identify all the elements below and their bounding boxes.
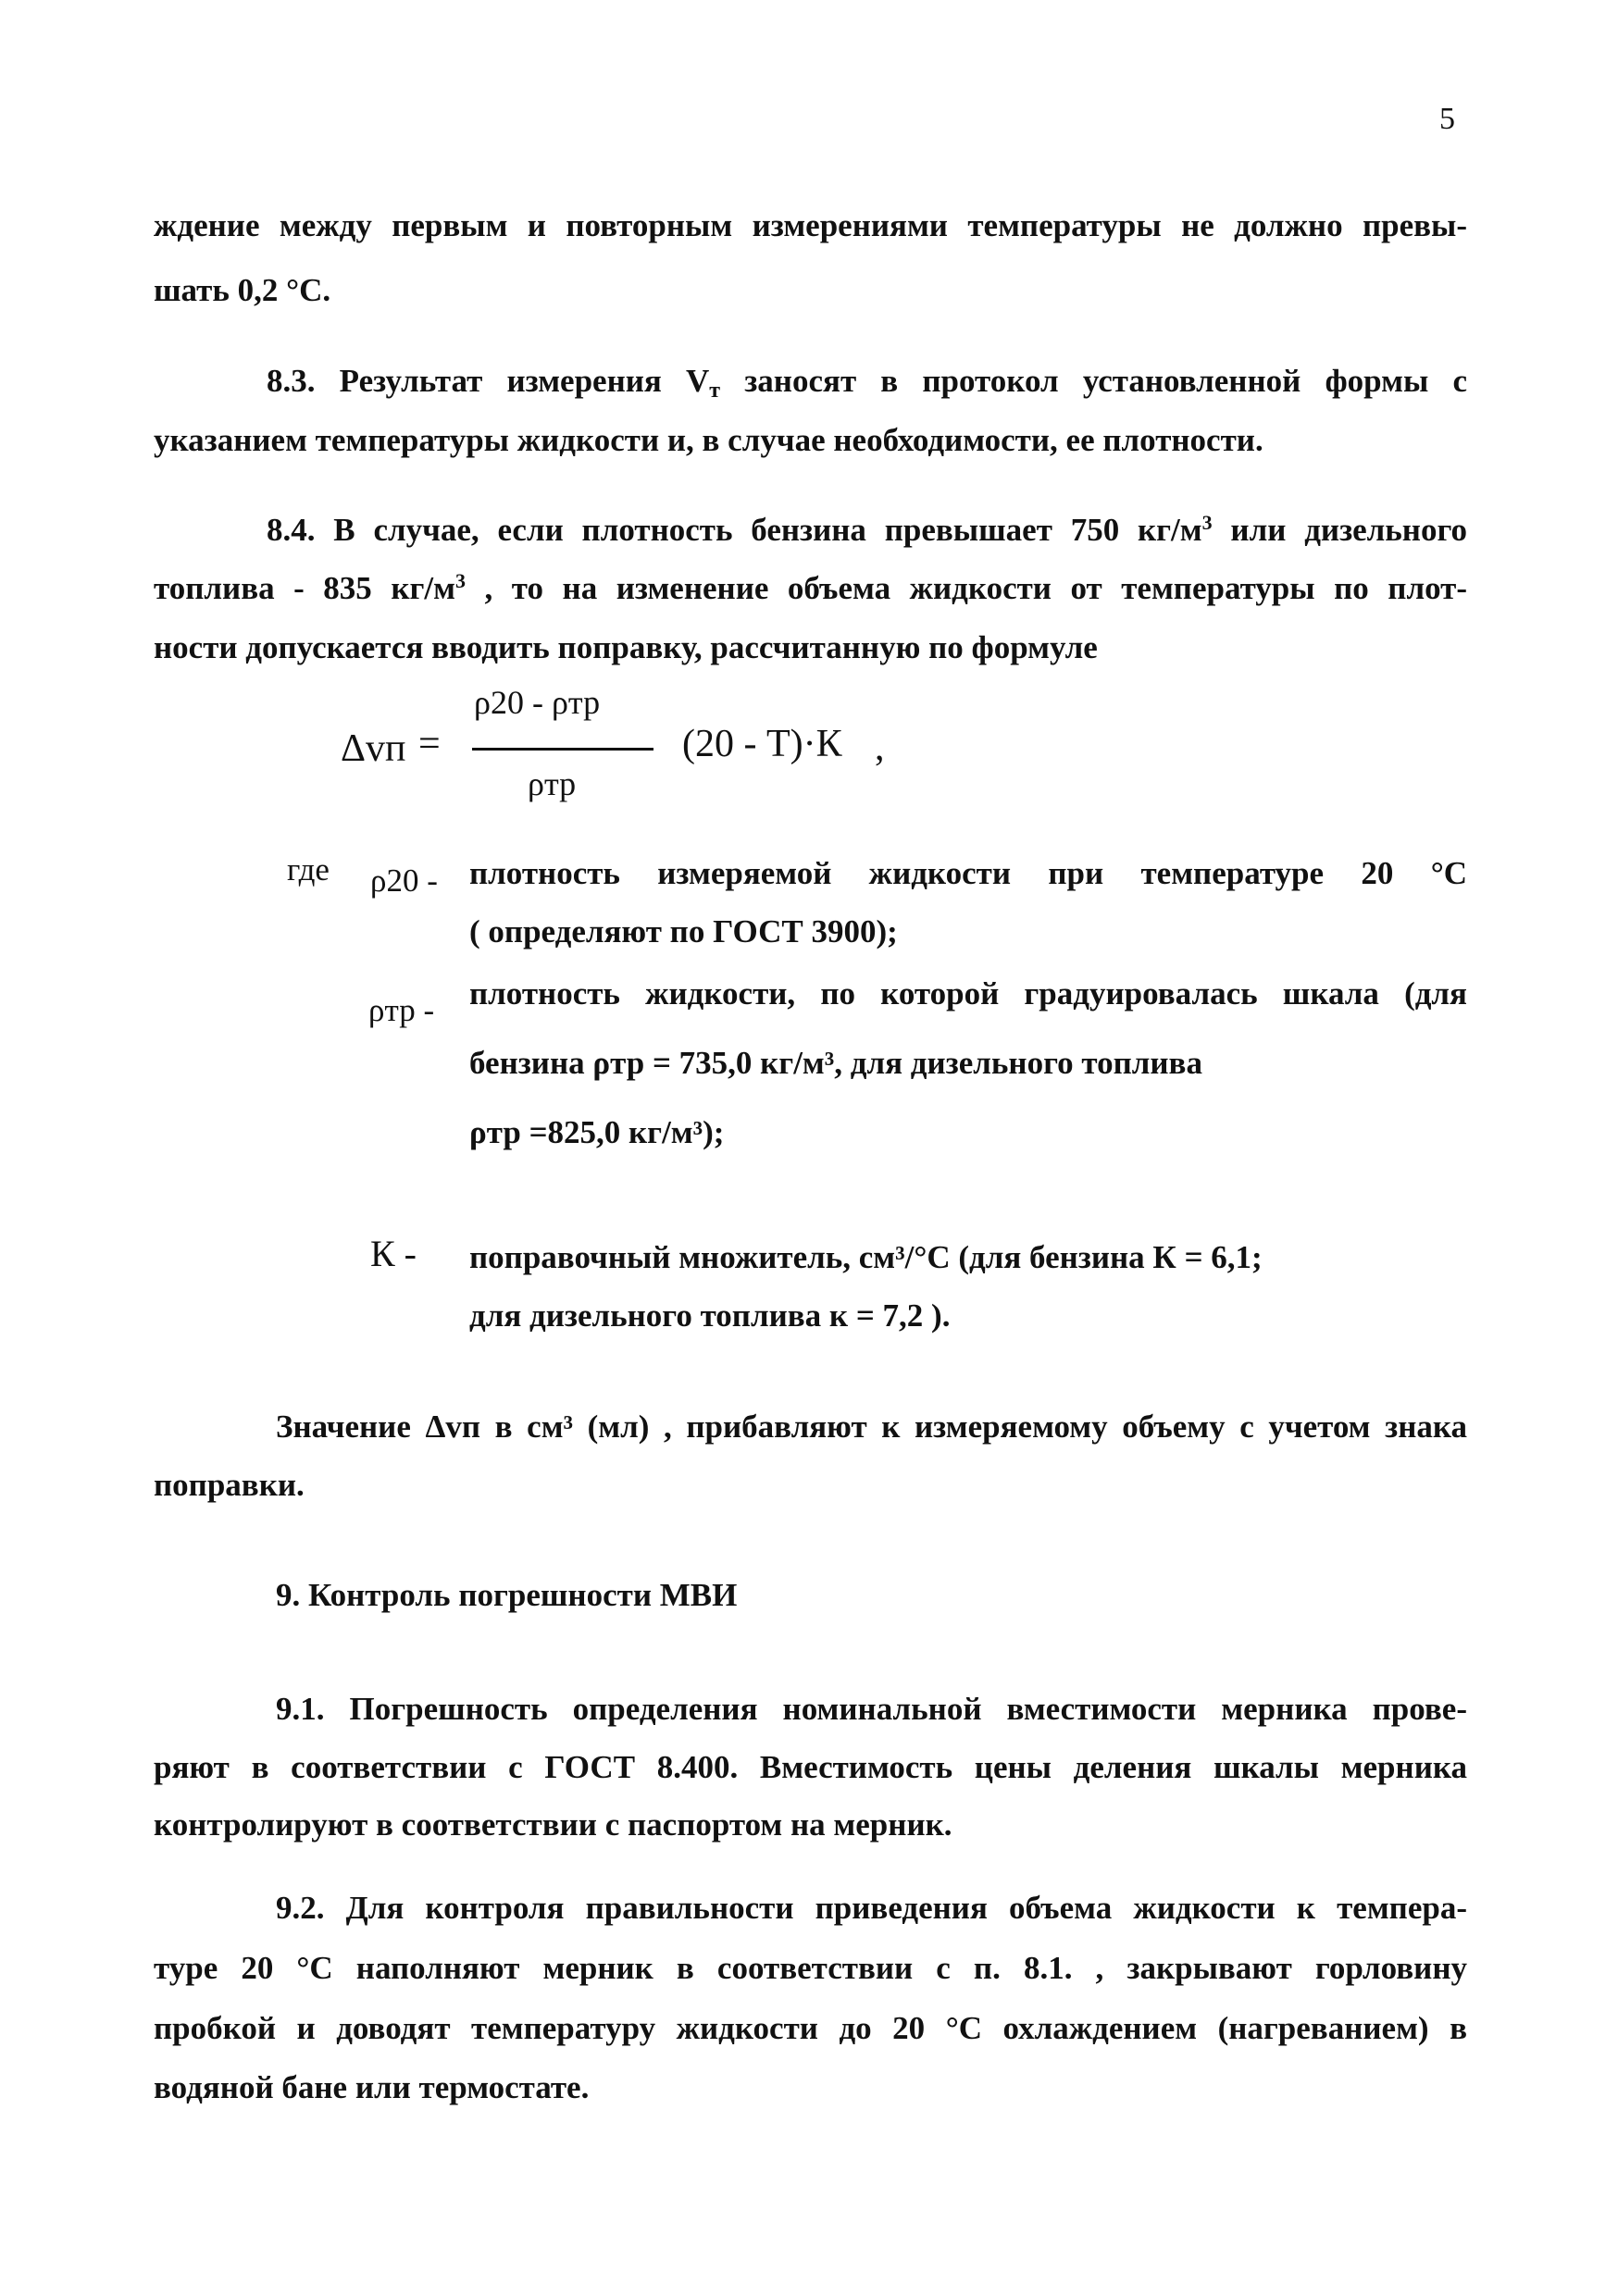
paragraph-8-4-line-3: ности допускается вводить поправку, рассчитанную по формуле bbox=[154, 629, 1098, 665]
paragraph-9-1-line-1: 9.1. Погрешность определения номинальной вместимости мерника прове- bbox=[276, 1691, 1467, 1727]
paragraph-9-2-line-1: 9.2. Для контроля правильности приведения объема жидкости к темпера- bbox=[276, 1890, 1467, 1926]
k-definition-line-2: для дизельного топлива к = 7,2 ). bbox=[469, 1297, 951, 1334]
formula-factor: (20 - Т)·К bbox=[682, 723, 842, 765]
formula-fraction-line bbox=[472, 748, 653, 751]
rhotr-definition-line-1: плотность жидкости, по которой градуировалась шкала (для bbox=[469, 975, 1467, 1011]
paragraph-8-3-line-2: указанием температуры жидкости и, в случае необходимости, ее плотности. bbox=[154, 422, 1263, 458]
intro-line-2: шать 0,2 °С. bbox=[154, 272, 331, 308]
rho20-definition-line-2: ( определяют по ГОСТ 3900); bbox=[469, 913, 898, 949]
value-paragraph-line-1: Значение Δvп в см³ (мл) , прибавляют к измеряемому объему с учетом знака bbox=[276, 1409, 1467, 1445]
rhotr-symbol: ρтр - bbox=[368, 992, 435, 1028]
rhotr-definition-line-2: бензина ρтр = 735,0 кг/м³, для дизельного топлива bbox=[469, 1045, 1202, 1081]
paragraph-9-1-line-2: ряют в соответствии с ГОСТ 8.400. Вместимость цены деления шкалы мерника bbox=[154, 1749, 1467, 1785]
paragraph-8-3-line-1: 8.3. Результат измерения $V_т$ заносят в протокол установленной формы с bbox=[267, 363, 1467, 403]
formula-denominator: ρтр bbox=[528, 765, 577, 802]
formula-lhs: Δvп bbox=[341, 727, 406, 770]
paragraph-9-2-line-3: пробкой и доводят температуру жидкости до 20 °С охлаждением (нагреванием) в bbox=[154, 2010, 1467, 2046]
rho20-symbol: ρ20 - bbox=[370, 863, 438, 899]
definitions-where: где bbox=[287, 851, 330, 887]
formula-equals: = bbox=[418, 723, 441, 765]
value-paragraph-line-2: поправки. bbox=[154, 1467, 305, 1503]
paragraph-9-1-line-3: контролируют в соответствии с паспортом на мерник. bbox=[154, 1806, 952, 1843]
k-definition-line-1: поправочный множитель, см³/°С (для бензина К = 6,1; bbox=[469, 1239, 1263, 1275]
paragraph-9-2-line-4: водяной бане или термостате. bbox=[154, 2069, 590, 2105]
page-number: 5 bbox=[1439, 102, 1455, 136]
rhotr-definition-line-3: ρтр =825,0 кг/м³); bbox=[469, 1114, 725, 1150]
paragraph-8-4-line-2: топлива - 835 $кг/м^3$ , то на изменение объема жидкости от температуры по плот- bbox=[154, 569, 1467, 606]
section-9-heading: 9. Контроль погрешности МВИ bbox=[276, 1577, 738, 1613]
paragraph-9-2-line-2: туре 20 °С наполняют мерник в соответствии с п. 8.1. , закрывают горловину bbox=[154, 1950, 1467, 1986]
k-symbol: К - bbox=[370, 1233, 417, 1274]
formula-numerator: ρ20 - ρтр bbox=[474, 684, 601, 721]
intro-line-1: ждение между первым и повторным измерениями температуры не должно превы- bbox=[154, 207, 1467, 243]
rho20-definition-line-1: плотность измеряемой жидкости при температуре 20 °С bbox=[469, 855, 1467, 891]
formula-comma: , bbox=[875, 726, 885, 769]
paragraph-8-4-line-1: 8.4. В случае, если плотность бензина превышает 750 $кг/м^3$ или дизельного bbox=[267, 511, 1467, 548]
